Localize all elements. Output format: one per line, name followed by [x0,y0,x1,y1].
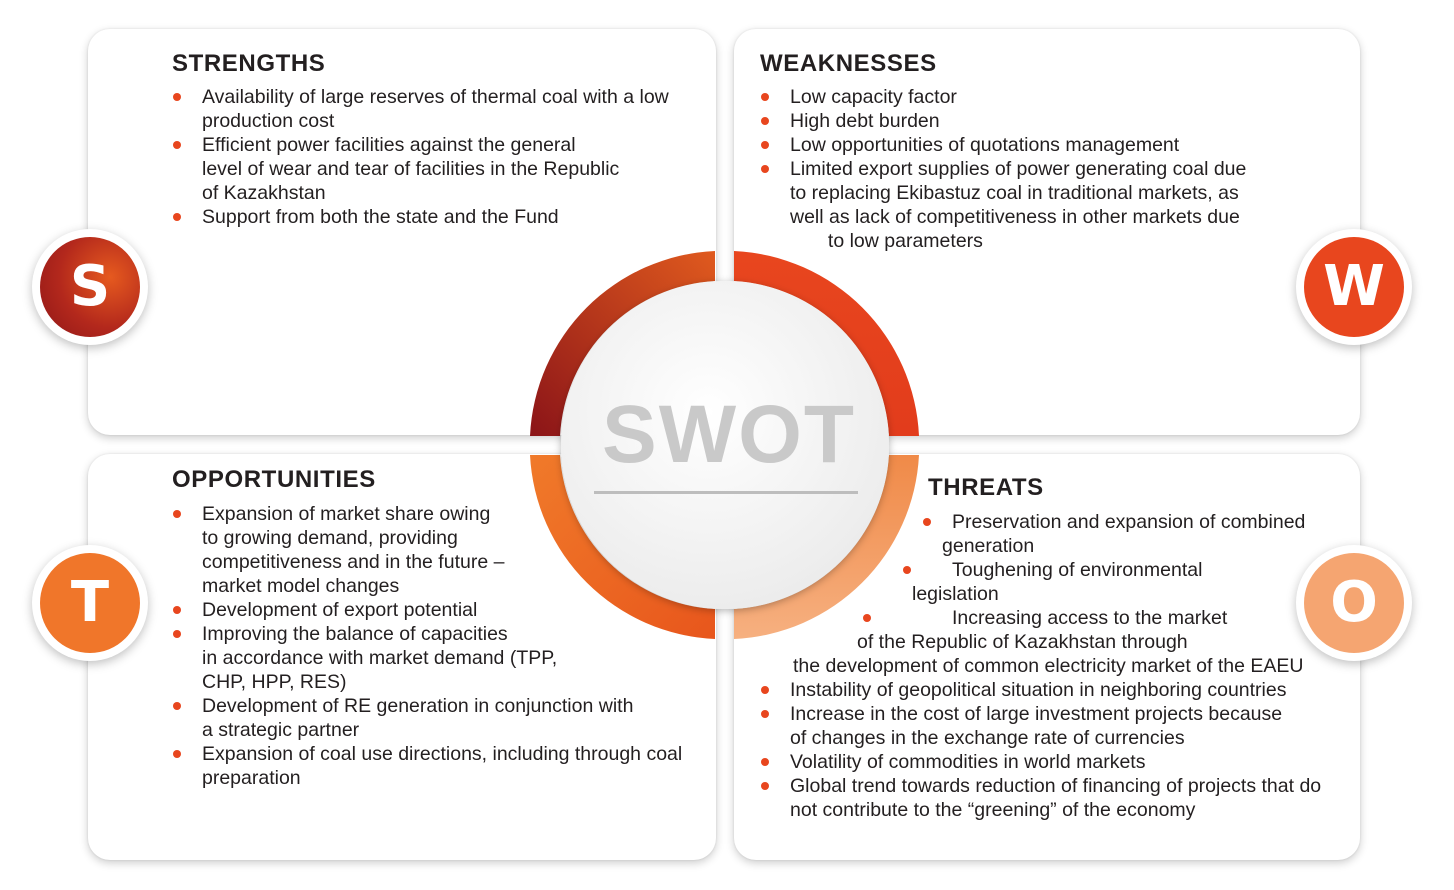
badge-w-ring [1296,229,1412,345]
badge-s: S [40,237,140,337]
bullet-dot [173,93,181,101]
list-item-continuation: of the Republic of Kazakhstan through [857,631,1188,653]
bullet-dot [761,782,769,790]
list-item: High debt burden [760,109,1246,133]
bullet-dot [761,141,769,149]
list-item: Global trend towards reduction of financing of projects that do not contribute to the “greening” of the economy [760,774,1321,822]
strengths-list [172,85,669,229]
list-item: Increasing access to the market [862,606,1227,630]
opportunities-title: OPPORTUNITIES [172,466,376,493]
swot-label: SWOT [602,389,856,480]
list-item: Low capacity factor [760,85,1246,109]
list-item: Limited export supplies of power generating coal due to replacing Ekibastuz coal in traditional markets, as well as lack of competitiveness in other markets due to low parameters [760,157,1246,253]
bullet-dot [173,606,181,614]
bullet-dot [173,630,181,638]
bullet-dot [761,710,769,718]
badge-o-ring [1296,545,1412,661]
list-item: Expansion of market share owing to growing demand, providing competitiveness and in the future – market model changes [172,502,682,598]
list-item: Toughening of environmental [902,558,1202,582]
bullet-dot [923,518,931,526]
list-item: Support from both the state and the Fund [172,205,669,229]
bullet-dot [761,117,769,125]
badge-o: O [1304,553,1404,653]
threats-title: THREATS [928,474,1044,501]
list-item: Instability of geopolitical situation in neighboring countries [760,678,1286,702]
strengths-title: STRENGTHS [172,50,326,77]
bullet-dot [173,510,181,518]
list-item: Availability of large reserves of thermal coal with a low production cost [172,85,669,133]
opportunities-list [172,502,682,790]
bullet-dot [903,566,911,574]
list-item: Low opportunities of quotations management [760,133,1246,157]
bullet-dot [761,165,769,173]
list-item: Expansion of coal use directions, including through coal preparation [172,742,682,790]
badge-t: T [40,553,140,653]
bullet-dot [173,213,181,221]
list-item: Development of export potential [172,598,682,622]
badge-w: W [1304,237,1404,337]
weaknesses-list [760,85,1246,253]
bullet-dot [173,750,181,758]
bullet-dot [761,93,769,101]
bullet-dot [761,686,769,694]
bullet-dot [173,141,181,149]
list-item: Increase in the cost of large investment projects because of changes in the exchange rate of currencies [760,702,1282,750]
list-item-continuation: legislation [912,583,999,605]
list-item: Preservation and expansion of combined [922,510,1305,534]
badge-s-ring [32,229,148,345]
list-item: Efficient power facilities against the general level of wear and tear of facilities in the Republic of Kazakhstan [172,133,669,205]
list-item: Volatility of commodities in world markets [760,750,1145,774]
badge-t-ring [32,545,148,661]
bullet-dot [761,758,769,766]
weaknesses-title: WEAKNESSES [760,50,937,77]
bullet-dot [863,614,871,622]
list-item: Development of RE generation in conjunction with a strategic partner [172,694,682,742]
swot-underline [594,491,858,494]
bullet-dot [173,702,181,710]
list-item-continuation: generation [942,535,1035,557]
list-item-continuation: the development of common electricity market of the EAEU [793,655,1304,677]
list-item: Improving the balance of capacities in accordance with market demand (TPP, CHP, HPP, RES) [172,622,682,694]
